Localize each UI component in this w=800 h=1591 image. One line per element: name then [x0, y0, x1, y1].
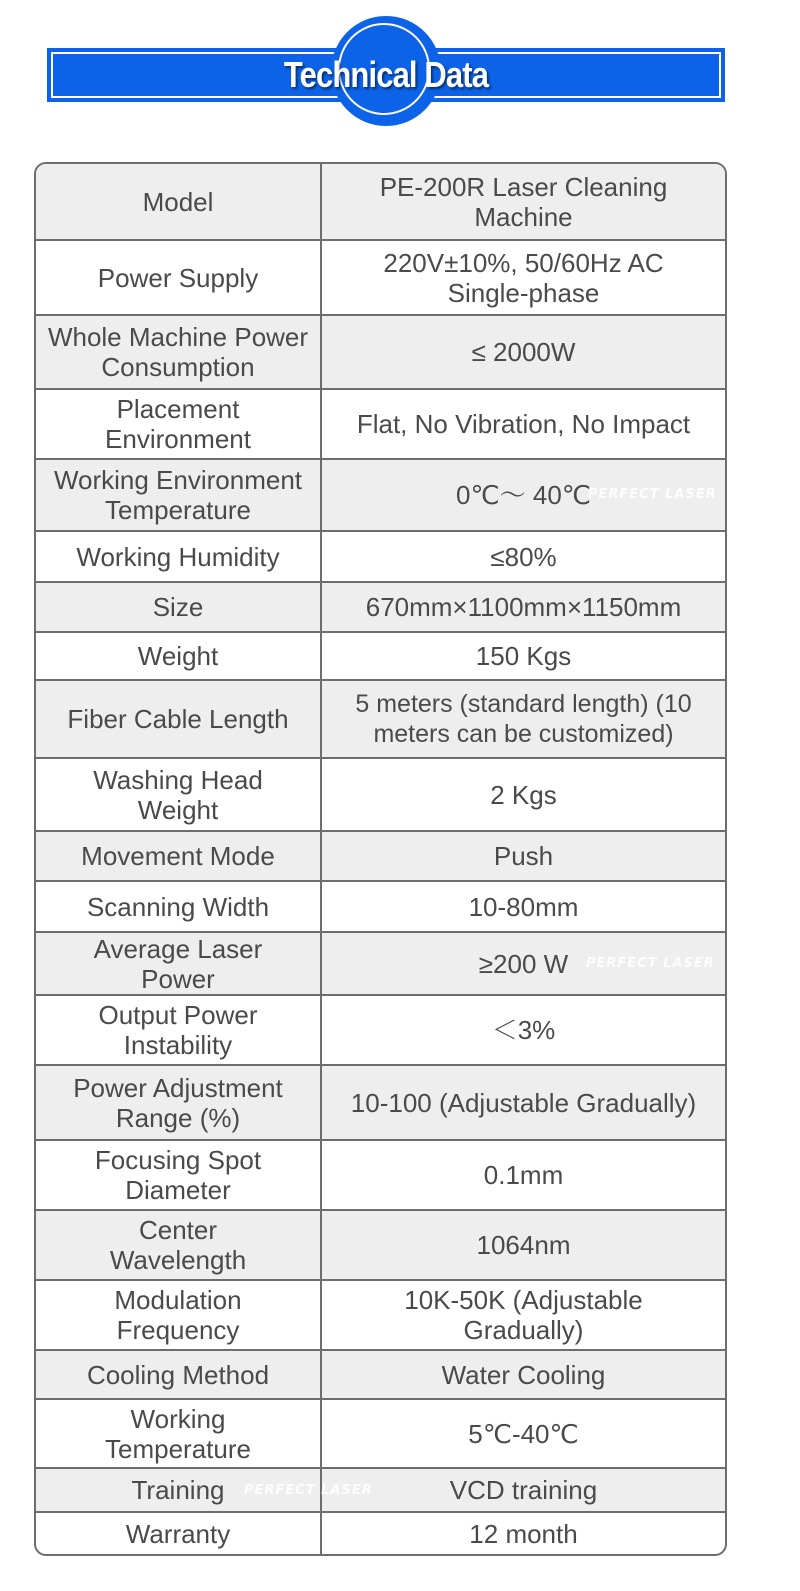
row-label: Working Environment Temperature [36, 460, 322, 530]
row-value: PE-200R Laser Cleaning Machine [379, 171, 668, 232]
row-label: Movement Mode [36, 832, 322, 880]
table-row-focusing-spot-diameter [36, 1141, 725, 1211]
table-row-center-wavelength [36, 1211, 725, 1281]
table-row-working-temperature [36, 1400, 725, 1469]
row-value: 0.1mm [483, 1160, 564, 1190]
row-label: Power Adjustment Range (%) [36, 1066, 322, 1139]
row-label: Model [36, 164, 322, 239]
table-row-weight [36, 633, 725, 681]
row-label: Working Humidity [36, 532, 322, 581]
row-value: 670mm×1100mm×1150mm [365, 592, 682, 622]
row-value: Flat, No Vibration, No Impact [356, 409, 691, 439]
row-value-cell [322, 933, 725, 994]
row-value: 12 month [469, 1518, 578, 1549]
table-row-working-humidity [36, 532, 725, 583]
table-row-warranty [36, 1513, 725, 1554]
row-value: ≤80% [490, 541, 557, 572]
table-row-training [36, 1469, 725, 1513]
technical-data-table [34, 162, 727, 1556]
row-value: ≤ 2000W [471, 337, 576, 367]
table-row-movement-mode [36, 832, 725, 882]
row-value: 0℃～ 40℃ [455, 480, 591, 510]
row-label: Output Power Instability [36, 996, 322, 1064]
row-label-cell [36, 1469, 373, 1511]
table-row-size [36, 583, 725, 633]
table-row-power-consumption [36, 316, 725, 390]
watermark-text: PERFECT LASER [244, 1483, 373, 1498]
row-value-cell [322, 460, 725, 530]
row-label: Training [131, 1475, 225, 1505]
row-value: 10-80mm [468, 891, 579, 922]
row-label: Modulation Frequency [36, 1281, 322, 1349]
table-row-model [36, 164, 725, 241]
row-value: ≥200 W [478, 948, 569, 979]
table-row-fiber-cable-length [36, 681, 725, 759]
row-label: Focusing Spot Diameter [36, 1141, 322, 1209]
row-label: Whole Machine Power Consumption [36, 316, 322, 388]
table-row-modulation-frequency [36, 1281, 725, 1351]
row-label: Washing Head Weight [36, 759, 322, 830]
row-label: Power Supply [36, 241, 322, 314]
row-value: 5℃-40℃ [468, 1418, 579, 1449]
row-label: Weight [36, 633, 322, 679]
row-value: 1064nm [476, 1230, 571, 1260]
table-row-power-adjustment-range [36, 1066, 725, 1141]
row-label: Placement Environment [36, 390, 322, 458]
row-value: VCD training [449, 1475, 598, 1505]
table-row-output-power-instability [36, 996, 725, 1066]
row-label: Size [36, 583, 322, 631]
table-row-scanning-width [36, 882, 725, 933]
row-value: Push [493, 841, 554, 871]
row-label: Average Laser Power [36, 933, 322, 994]
table-row-washing-head-weight [36, 759, 725, 832]
table-row-cooling-method [36, 1351, 725, 1400]
table-row-average-laser-power [36, 933, 725, 996]
row-label: Scanning Width [36, 882, 322, 931]
row-value: 10K-50K (Adjustable Gradually) [404, 1285, 643, 1345]
table-row-placement-environment [36, 390, 725, 460]
row-value: 220V±10%, 50/60Hz AC Single-phase [383, 247, 664, 308]
watermark-text: PERFECT LASER [588, 487, 717, 502]
row-label: Cooling Method [36, 1351, 322, 1398]
table-row-power-supply [36, 241, 725, 316]
page-title: Technical Data [283, 54, 489, 95]
table-row-working-environment-temperature [36, 460, 725, 532]
row-value: 10-100 (Adjustable Gradually) [350, 1087, 697, 1118]
row-value: 5 meters (standard length) (10 meters can be customized) [355, 690, 692, 748]
row-label: Warranty [36, 1513, 322, 1554]
watermark-text: PERFECT LASER [586, 956, 715, 971]
row-value: Water Cooling [441, 1359, 606, 1390]
row-label: Center Wavelength [36, 1211, 322, 1279]
row-label: Fiber Cable Length [36, 681, 322, 757]
row-value: ＜3% [491, 1015, 556, 1045]
row-label: Working Temperature [36, 1400, 322, 1467]
row-value: 150 Kgs [475, 641, 572, 671]
row-value: 2 Kgs [490, 779, 557, 810]
